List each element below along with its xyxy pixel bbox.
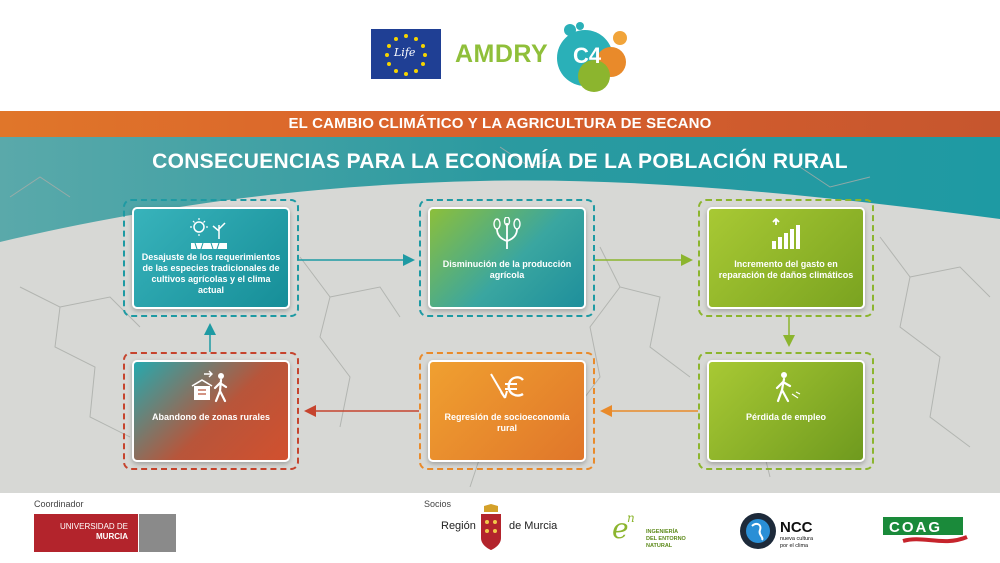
svg-text:nueva cultura: nueva cultura bbox=[780, 536, 814, 542]
ingenieria-entorno-natural-logo bbox=[612, 508, 692, 552]
region-murcia-shield-icon bbox=[478, 504, 504, 552]
university-name: UNIVERSIDAD DE MURCIA bbox=[60, 522, 129, 541]
universidad-murcia-logo bbox=[34, 514, 176, 552]
brand-name: AMDRY bbox=[455, 40, 549, 68]
main-title: CONSECUENCIAS PARA LA ECONOMÍA DE LA POBLACIÓN RURAL bbox=[152, 150, 848, 173]
card-label-regresion: Regresión de socioeconomía rural bbox=[444, 412, 570, 433]
sun-plant-icon bbox=[134, 217, 288, 251]
life-text: Life bbox=[394, 46, 416, 59]
ncc-logo bbox=[738, 510, 848, 552]
card-label-perdida: Pérdida de empleo bbox=[745, 412, 827, 422]
coordinator-label: Coordinador bbox=[34, 499, 84, 509]
university-seal-icon bbox=[138, 514, 176, 552]
card-abandono bbox=[132, 360, 290, 462]
subtitle: EL CAMBIO CLIMÁTICO Y LA AGRICULTURA DE SECANO bbox=[288, 115, 712, 132]
euro-decline-icon bbox=[430, 370, 584, 404]
card-label-desajuste: Desajuste de los requerimientos de las especies tradicionales de cultivos agrícolas y el clima actual bbox=[141, 252, 281, 295]
region-murcia-right: de Murcia bbox=[509, 520, 558, 532]
svg-text:e: e bbox=[612, 512, 629, 545]
partners-label: Socios bbox=[424, 499, 452, 509]
card-disminucion bbox=[428, 207, 586, 309]
card-label-disminucion: Disminución de la producción agrícola bbox=[442, 259, 572, 280]
card-incremento bbox=[707, 207, 865, 309]
svg-text:n: n bbox=[627, 511, 635, 525]
growth-bars-icon bbox=[709, 217, 863, 251]
card-label-abandono: Abandono de zonas rurales bbox=[151, 412, 271, 422]
svg-text:NCC: NCC bbox=[780, 519, 813, 536]
svg-text:COAG: COAG bbox=[889, 519, 942, 536]
card-regresion bbox=[428, 360, 586, 462]
card-desajuste bbox=[132, 207, 290, 309]
svg-text:NATURAL: NATURAL bbox=[646, 543, 673, 549]
walking-person-icon bbox=[709, 370, 863, 404]
card-perdida bbox=[707, 360, 865, 462]
svg-text:DEL ENTORNO: DEL ENTORNO bbox=[646, 536, 686, 542]
svg-text:C4: C4 bbox=[573, 43, 602, 68]
card-label-incremento: Incremento del gasto en reparación de daños climáticos bbox=[718, 259, 854, 280]
region-murcia-left: Región bbox=[441, 520, 476, 532]
wheat-icon bbox=[430, 217, 584, 251]
coag-logo bbox=[883, 517, 969, 547]
svg-text:por el clima: por el clima bbox=[780, 543, 809, 549]
leaving-house-icon bbox=[134, 370, 288, 404]
svg-text:INGENIERÍA: INGENIERÍA bbox=[646, 529, 679, 535]
